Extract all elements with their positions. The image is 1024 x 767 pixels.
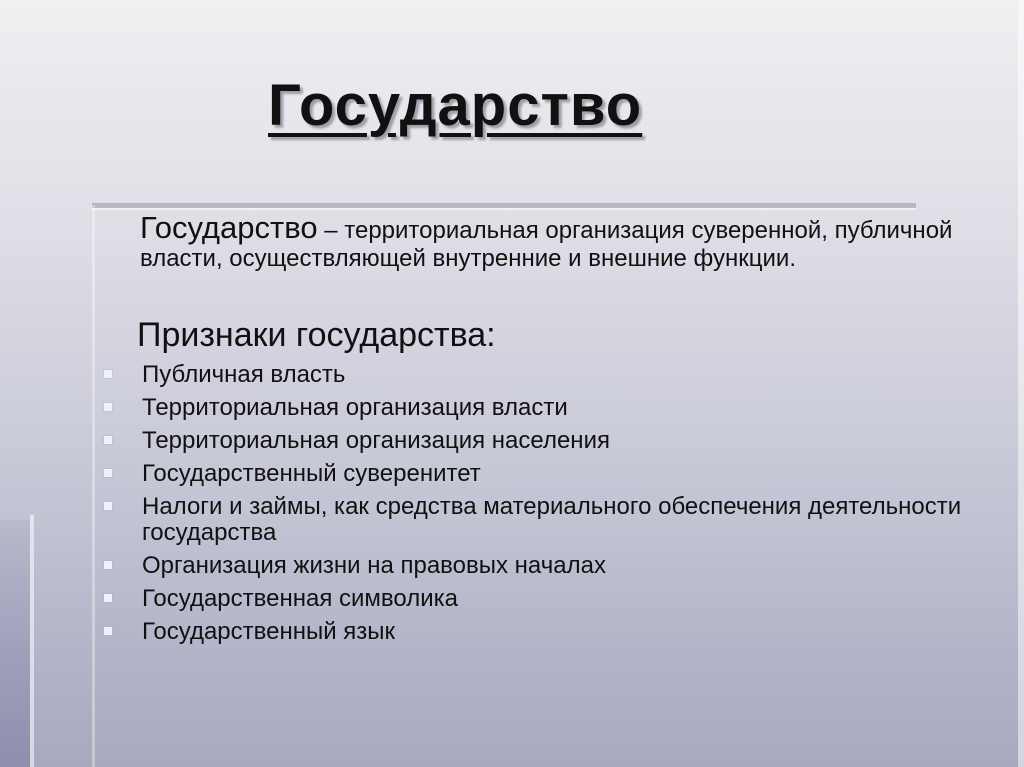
list-item — [100, 619, 980, 645]
list-item — [100, 461, 980, 487]
decorative-line-inner-left — [92, 205, 95, 767]
bullet-icon — [104, 594, 112, 602]
definition-block — [140, 210, 990, 273]
list-item-text: Государственный язык — [142, 618, 396, 645]
decorative-line-left — [30, 515, 34, 767]
bullet-icon — [104, 370, 112, 378]
background-shade-left — [0, 520, 30, 767]
list-item — [100, 395, 980, 421]
bullet-icon — [104, 436, 112, 444]
background-edge-right — [1018, 0, 1024, 767]
bullet-icon — [104, 403, 112, 411]
list-item — [100, 494, 980, 546]
slide-title: Государство — [268, 73, 643, 138]
list-item — [100, 362, 980, 388]
list-item — [100, 586, 980, 612]
list-item-text: Организация жизни на правовых началах — [142, 552, 606, 579]
list-item-text: Государственная символика — [142, 585, 458, 612]
list-item-text: Государственный суверенитет — [142, 460, 481, 487]
definition-term: Государство — [140, 210, 318, 245]
list-item-text: Территориальная организация населения — [142, 427, 610, 454]
list-item-text: Публичная власть — [142, 361, 346, 388]
list-item-text: Налоги и займы, как средства материального обеспечения деятельности государства — [142, 493, 962, 546]
features-heading: Признаки государства: — [137, 316, 496, 354]
bullet-icon — [104, 627, 112, 635]
definition-text: – территориальная организация суверенной, публичной власти, осуществляющей внутренние и внешние функции. — [140, 217, 953, 272]
list-item — [100, 553, 980, 579]
bullet-icon — [104, 561, 112, 569]
features-list — [100, 362, 980, 652]
bullet-icon — [104, 469, 112, 477]
list-item — [100, 428, 980, 454]
list-item-text: Территориальная организация власти — [142, 394, 568, 421]
bullet-icon — [104, 502, 112, 510]
